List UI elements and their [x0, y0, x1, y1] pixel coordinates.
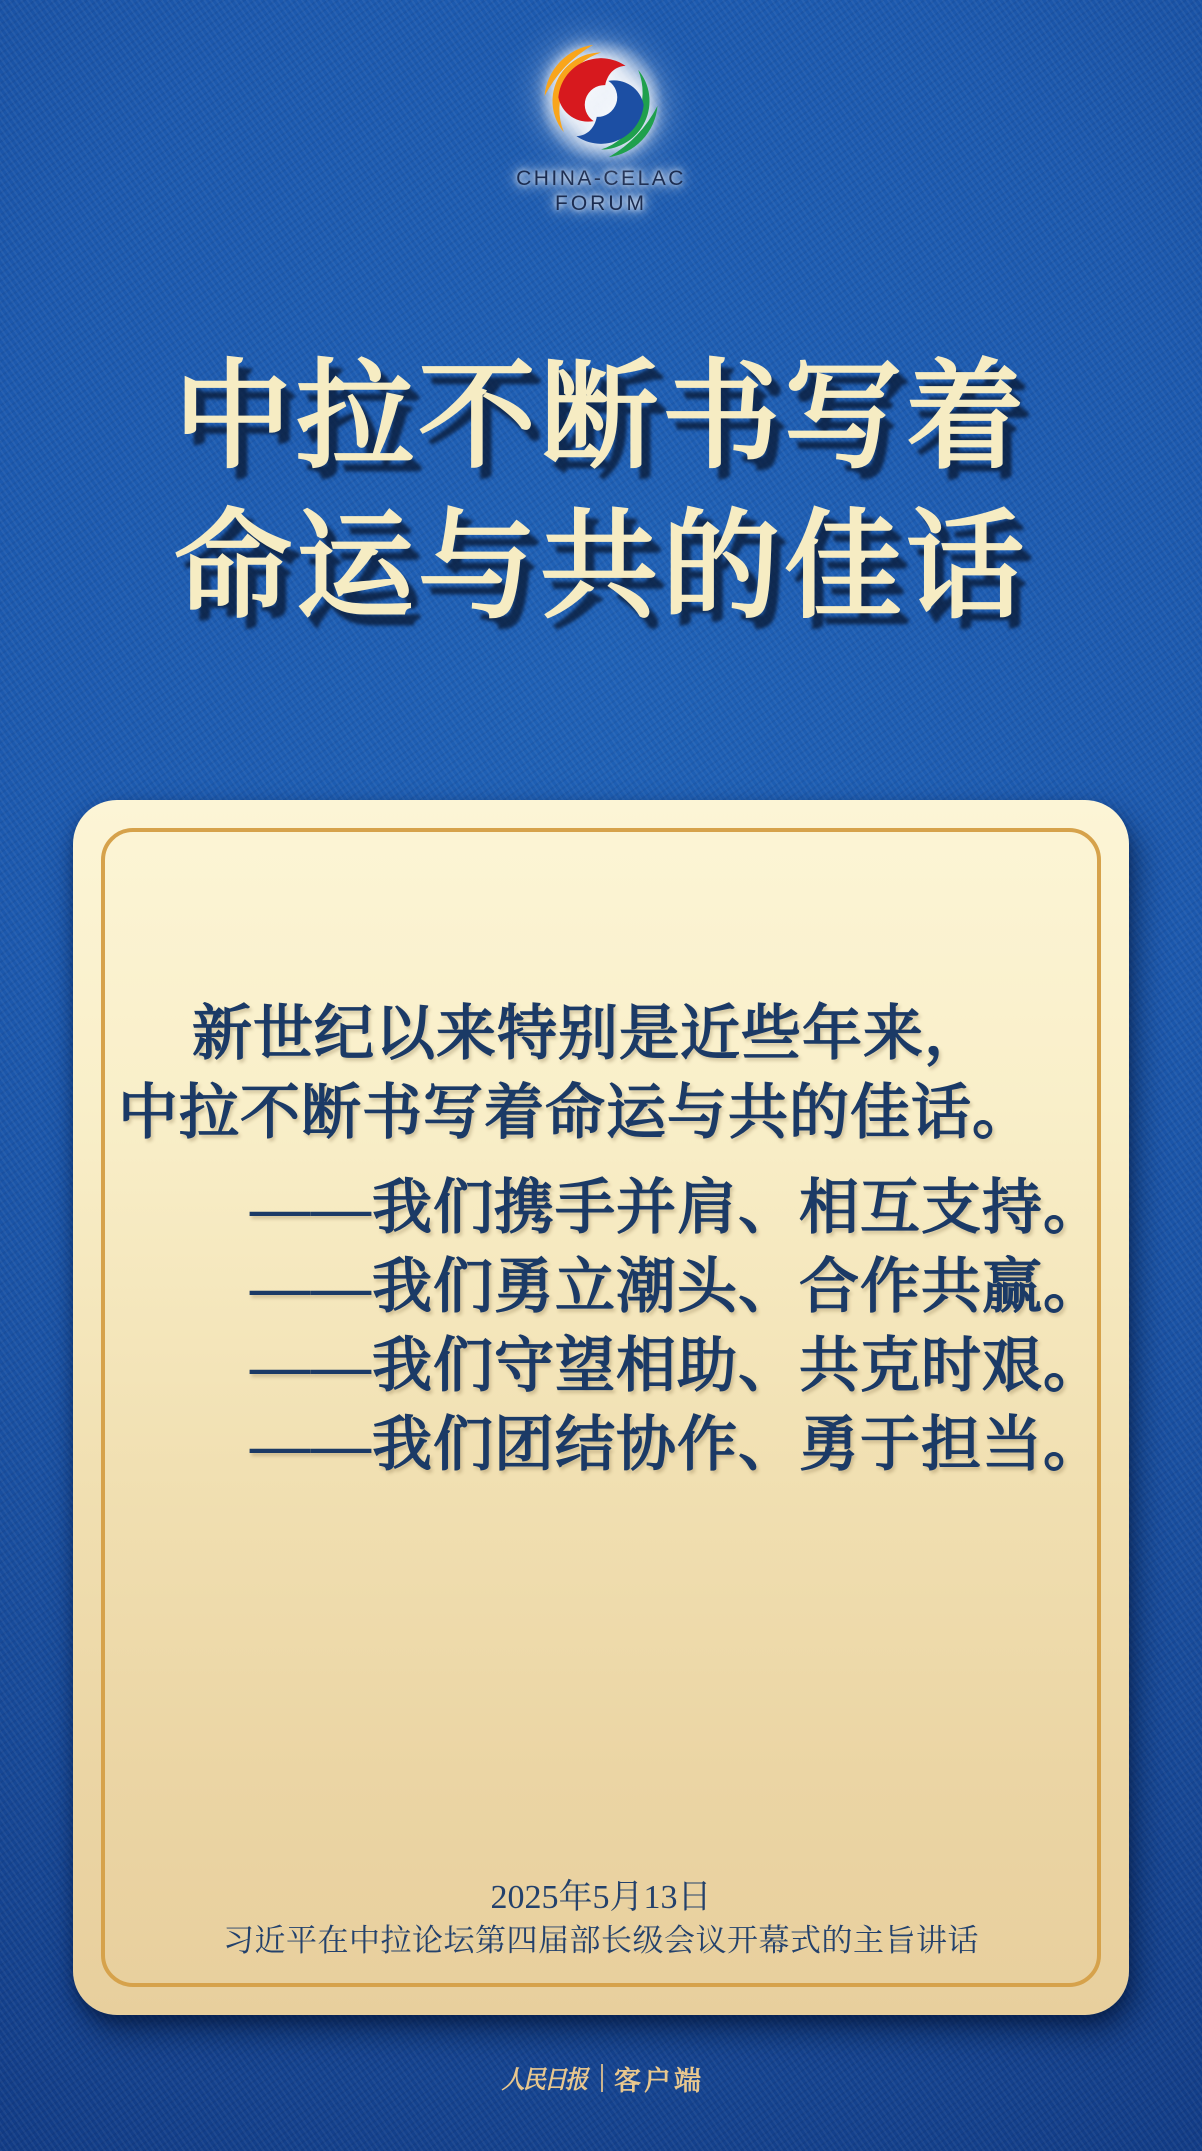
- client-label: 客户端: [614, 2065, 704, 2096]
- quote-bullet-3: ——我们守望相助、共克时艰。: [250, 1333, 1104, 1399]
- quote-date: 2025年5月13日: [490, 1879, 712, 1916]
- quote-paragraph-line2: 中拉不断书写着命运与共的佳话。: [118, 1080, 1033, 1146]
- quote-card: [73, 800, 1129, 2015]
- china-celac-forum-swirl-icon: [538, 38, 664, 164]
- quote-bullet-2: ——我们勇立潮头、合作共赢。: [250, 1254, 1104, 1320]
- peoples-daily-brand: [0, 2054, 1202, 2102]
- forum-logo-block: [0, 38, 1202, 216]
- brand-divider: [601, 2064, 603, 2092]
- quote-paragraph-line1: 新世纪以来特别是近些年来，: [192, 1001, 985, 1067]
- quote-bullet-list: [118, 1169, 1104, 1485]
- forum-logo-text-line1: CHINA-CELAC: [516, 167, 686, 190]
- poster-title-line2: 命运与共的佳话: [173, 502, 1028, 633]
- quote-attribution: 习近平在中拉论坛第四届部长级会议开幕式的主旨讲话: [223, 1923, 979, 1958]
- quote-body: [118, 995, 1104, 1485]
- poster-title: [0, 343, 1202, 643]
- quote-bullet-1: ——我们携手并肩、相互支持。: [250, 1175, 1104, 1241]
- poster-title-line1: 中拉不断书写着: [173, 352, 1028, 483]
- quote-bullet-4: ——我们团结协作、勇于担当。: [250, 1412, 1104, 1478]
- peoples-daily-script-logo: 人民日报: [501, 2067, 587, 2094]
- forum-logo-text-line2: FORUM: [555, 192, 647, 215]
